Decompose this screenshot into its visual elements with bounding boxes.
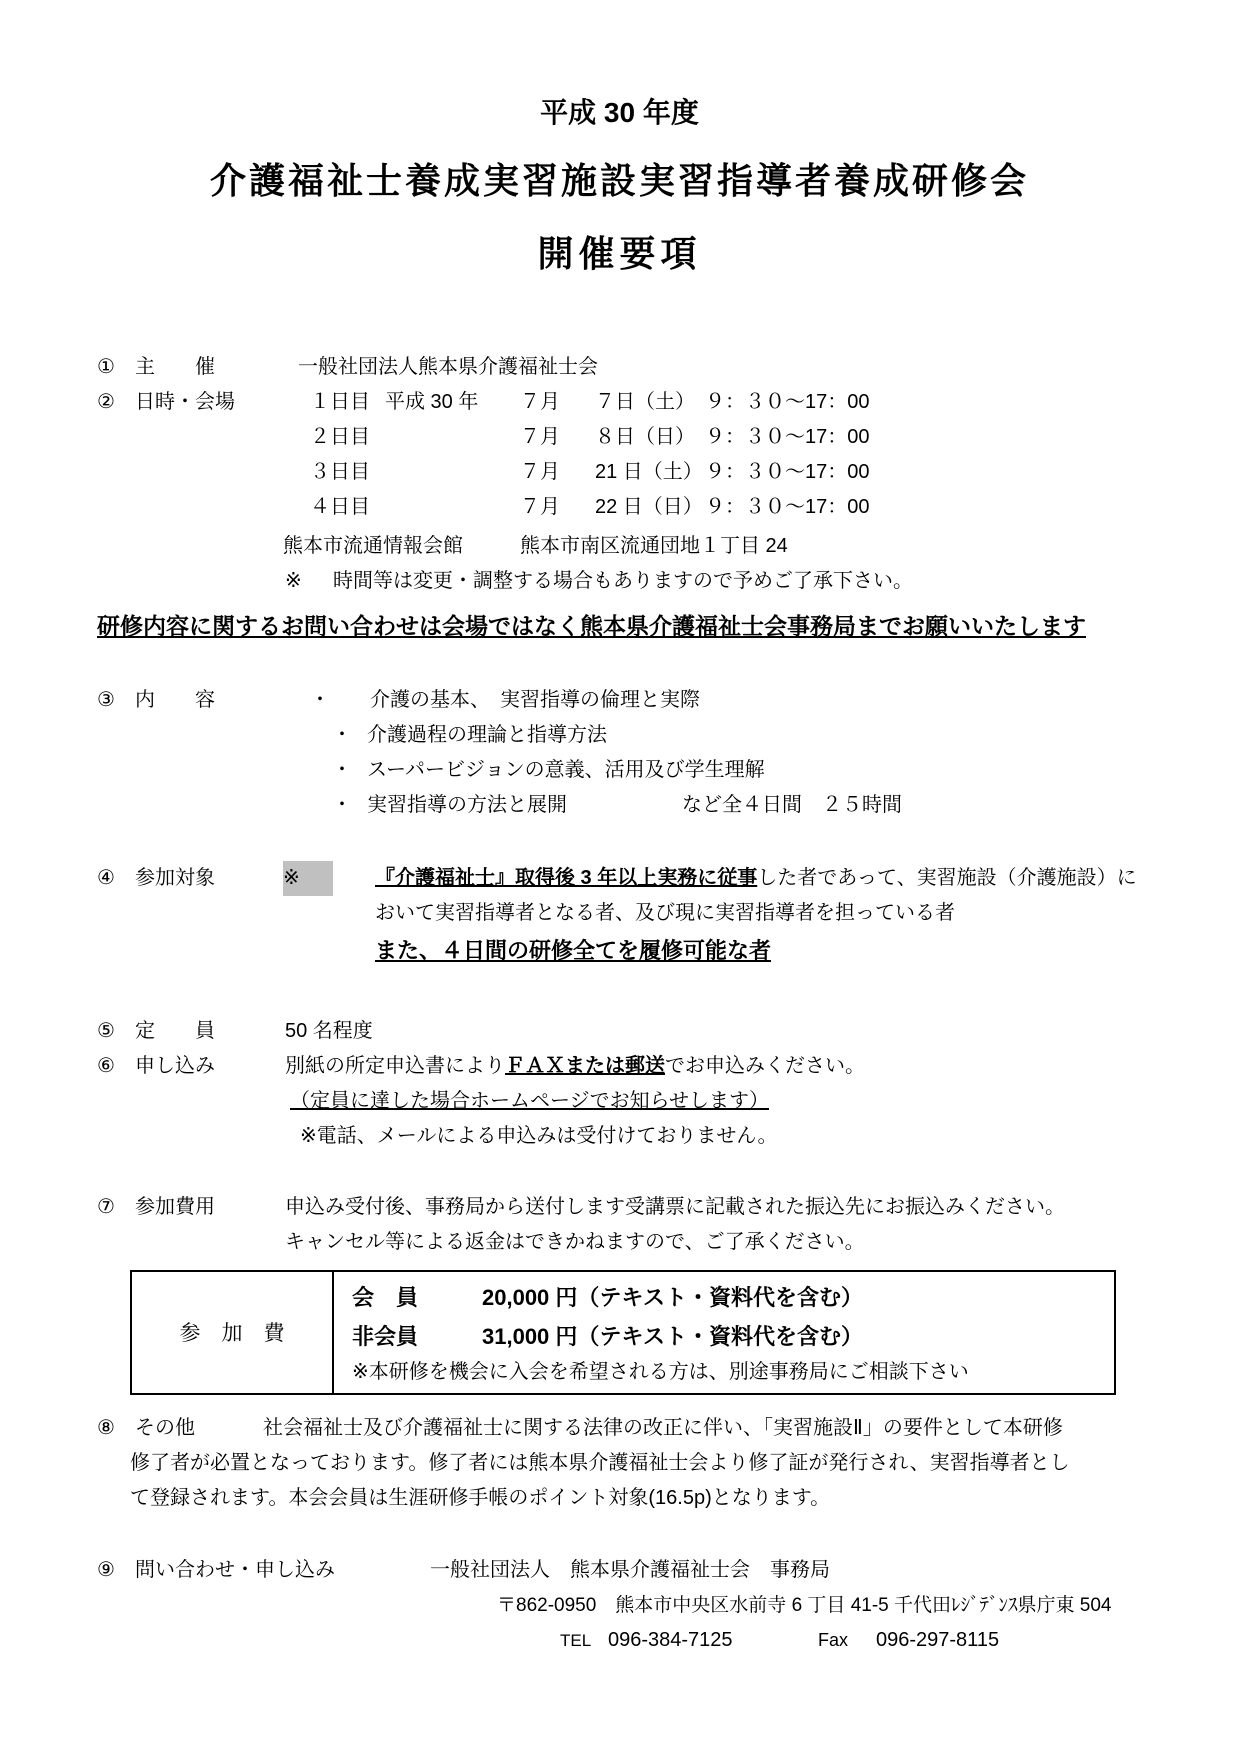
- host-value: 一般社団法人熊本県介護福祉士会: [298, 355, 598, 378]
- fee-label: 参加費用: [135, 1195, 215, 1218]
- inquiry-notice: 研修内容に関するお問い合わせは会場ではなく熊本県介護福祉士会事務局までお願いいたします: [97, 612, 1086, 639]
- schedule-row: [310, 490, 1144, 525]
- section-fee: [97, 1190, 1144, 1225]
- participants-line2: おいて実習指導者となる者、及び現に実習指導者を担っている者: [375, 901, 955, 924]
- section-other: [97, 1411, 1144, 1446]
- schedule-date: ７日（土）: [595, 390, 695, 413]
- contents-label: 内 容: [135, 688, 215, 711]
- fee-table: [130, 1270, 1116, 1395]
- schedule-month: ７月: [520, 495, 560, 518]
- capacity-label: 定 員: [135, 1019, 215, 1042]
- circled-number-4: ④: [97, 866, 115, 889]
- circled-number-8: ⑧: [97, 1416, 115, 1439]
- bullet-icon: ・: [332, 723, 352, 746]
- circled-number-7: ⑦: [97, 1195, 115, 1218]
- schedule-date: ８日（日）: [595, 425, 695, 448]
- schedule-label: 日時・会場: [135, 390, 235, 413]
- fax-number: 096-297-8115: [876, 1628, 1000, 1651]
- host-label: 主 催: [135, 355, 215, 378]
- application-line1-post: でお申込みください。: [665, 1054, 865, 1077]
- schedule-date: 21 日（土）: [595, 460, 703, 483]
- application-line2: （定員に達した場合ホームページでお知らせします）: [290, 1089, 769, 1112]
- content-item-text: 実習指導の方法と展開: [367, 793, 567, 816]
- title-outline: 開催要項: [537, 233, 702, 275]
- schedule-year: 平成 30 年: [385, 390, 479, 413]
- fee-line1: 申込み受付後、事務局から送付します受講票に記載された振込先にお振込みください。: [285, 1195, 1065, 1218]
- participants-line3: また、４日間の研修全てを履修可能な者: [375, 937, 772, 963]
- schedule-time: ９：３０～17：00: [705, 390, 870, 413]
- contact-org: 一般社団法人 熊本県介護福祉士会 事務局: [430, 1558, 830, 1581]
- time-change-note: [285, 564, 1144, 599]
- schedule-time: ９：３０～17：00: [705, 495, 870, 518]
- content-item: [310, 753, 1144, 788]
- bullet-icon: ・: [332, 758, 352, 781]
- circled-number-2: ②: [97, 390, 115, 413]
- section-contents: [97, 683, 1144, 718]
- bullet-icon: ・: [310, 688, 330, 711]
- title-fiscal-year: 平成 30 年度: [540, 97, 699, 128]
- fee-line2: キャンセル等による返金はできかねますので、ご了承ください。: [285, 1230, 865, 1253]
- participants-marker: [283, 861, 375, 896]
- venue-name: 熊本市流通情報会館: [283, 534, 463, 557]
- content-item: [310, 718, 1144, 753]
- bullet-icon: ・: [332, 793, 352, 816]
- capacity-value: 50 名程度: [285, 1019, 373, 1042]
- schedule-time: ９：３０～17：00: [705, 425, 870, 448]
- other-line2: 修了者が必置となっております。修了者には熊本県介護福祉士会より修了証が発行され、実習指導者とし: [130, 1451, 1070, 1474]
- application-method-emphasis: ＦＡＸまたは郵送: [505, 1054, 665, 1077]
- participants-line1-rest: した者であって、実習施設（介護施設）に: [757, 866, 1137, 889]
- fee-nonmember-value: 31,000 円（テキスト・資料代を含む）: [482, 1323, 863, 1349]
- other-label: その他: [135, 1416, 195, 1439]
- fee-member-value: 20,000 円（テキスト・資料代を含む）: [482, 1284, 863, 1310]
- section-contact: [97, 1553, 1144, 1588]
- contact-label: 問い合わせ・申し込み: [135, 1558, 335, 1581]
- highlighted-asterisk: ※: [283, 861, 333, 896]
- contact-address: 〒862-0950 熊本市中央区水前寺 6 丁目 41-5 千代田ﾚｼﾞﾃﾞﾝｽ県庁東 504: [497, 1594, 1112, 1616]
- schedule-month: ７月: [520, 425, 560, 448]
- content-item-text: 介護の基本、 実習指導の倫理と実際: [370, 688, 700, 711]
- contact-phone-row: [560, 1623, 1239, 1658]
- schedule-time: ９：３０～17：00: [705, 460, 870, 483]
- note-marker: ※: [285, 569, 302, 592]
- title-event-name: 介護福祉士養成実習施設実習指導者養成研修会: [209, 160, 1029, 202]
- tel-label: TEL: [560, 1630, 592, 1650]
- fee-table-body: [334, 1272, 1114, 1393]
- venue-row: [283, 529, 1144, 564]
- participants-requirement-emphasis: 『介護福祉士』取得後 3 年以上実務に従事: [375, 866, 758, 889]
- schedule-date: 22 日（日）: [595, 495, 703, 518]
- schedule-day: １日目: [310, 390, 370, 413]
- fax-label: Fax: [818, 1629, 849, 1650]
- section-capacity: [97, 1014, 1144, 1049]
- schedule-month: ７月: [520, 460, 560, 483]
- circled-number-1: ①: [97, 355, 115, 378]
- participants-line1: [375, 861, 1144, 896]
- section-participants: [97, 861, 1144, 896]
- venue-address: 熊本市南区流通団地１丁目 24: [520, 534, 788, 557]
- circled-number-3: ③: [97, 688, 115, 711]
- circled-number-6: ⑥: [97, 1054, 115, 1077]
- fee-row-member: [352, 1278, 1104, 1317]
- content-duration: など全４日間 ２５時間: [682, 793, 902, 816]
- circled-number-5: ⑤: [97, 1019, 115, 1042]
- circled-number-9: ⑨: [97, 1558, 115, 1581]
- application-line3: ※電話、メールによる申込みは受付けておりません。: [300, 1124, 778, 1147]
- schedule-month: ７月: [520, 390, 560, 413]
- content-item-text: スーパービジョンの意義、活用及び学生理解: [367, 758, 765, 781]
- application-line1-pre: 別紙の所定申込書により: [285, 1054, 505, 1077]
- schedule-row: [310, 420, 1144, 455]
- section-host: [97, 350, 1144, 385]
- content-item: [310, 788, 1144, 823]
- content-item-text: 介護過程の理論と指導方法: [367, 723, 607, 746]
- other-line3: て登録されます。本会会員は生涯研修手帳のポイント対象(16.5p)となります。: [130, 1486, 831, 1509]
- fee-table-note: ※本研修を機会に入会を希望される方は、別途事務局にご相談下さい: [352, 1360, 969, 1383]
- schedule-day: ３日目: [310, 460, 370, 483]
- application-line1: [285, 1049, 1144, 1084]
- other-line1: 社会福祉士及び介護福祉士に関する法律の改正に伴い、「実習施設Ⅱ」の要件として本研修: [263, 1416, 1063, 1439]
- application-label: 申し込み: [135, 1054, 215, 1077]
- schedule-day: ４日目: [310, 495, 370, 518]
- note-text: 時間等は変更・調整する場合もありますので予めご了承下さい。: [333, 569, 913, 592]
- fee-table-header: 参 加 費: [132, 1272, 334, 1393]
- schedule-row: [310, 455, 1144, 490]
- participants-label: 参加対象: [135, 866, 215, 889]
- section-schedule: [97, 385, 1144, 420]
- fee-member-label: 会 員: [352, 1284, 419, 1310]
- fee-nonmember-label: 非会員: [352, 1323, 419, 1349]
- fee-row-nonmember: [352, 1317, 1104, 1356]
- content-item: [310, 683, 1144, 718]
- schedule-day: ２日目: [310, 425, 370, 448]
- section-application: [97, 1049, 1144, 1084]
- tel-number: 096-384-7125: [608, 1628, 733, 1651]
